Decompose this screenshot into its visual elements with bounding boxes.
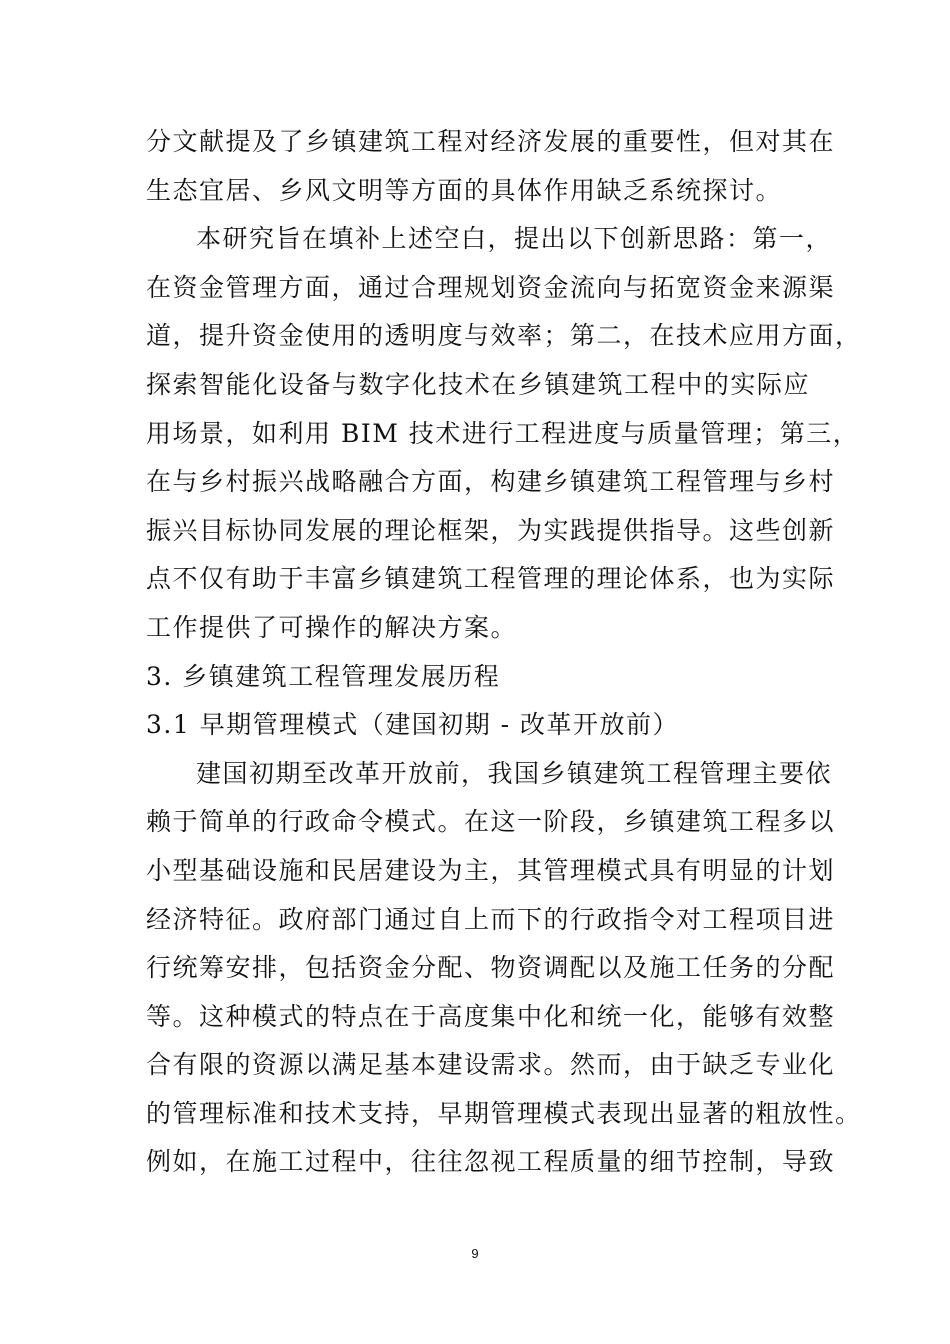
text-line: 工作提供了可操作的解决方案。 [146, 612, 518, 642]
text-line: 道，提升资金使用的透明度与效率；第二，在技术应用方面， [146, 321, 862, 351]
paragraph-literature-gap [146, 118, 836, 215]
section-heading-3: 3. 乡镇建筑工程管理发展历程 [146, 661, 501, 691]
text-line: 本研究旨在填补上述空白，提出以下创新思路：第一， [196, 224, 833, 254]
text-line: 行统筹安排，包括资金分配、物资调配以及施工任务的分配 [146, 953, 836, 983]
page-number: 9 [471, 1246, 479, 1261]
text-line: 点不仅有助于丰富乡镇建筑工程管理的理论体系，也为实际 [146, 564, 836, 594]
text-line: 振兴目标协同发展的理论框架，为实践提供指导。这些创新 [146, 515, 836, 545]
text-line: 小型基础设施和民居建设为主，其管理模式具有明显的计划 [146, 855, 836, 885]
text-line: 建国初期至改革开放前，我国乡镇建筑工程管理主要依 [196, 758, 833, 788]
text-line: 赖于简单的行政命令模式。在这一阶段，乡镇建筑工程多以 [146, 807, 836, 837]
text-line: 用场景，如利用 BIM 技术进行工程进度与质量管理；第三， [146, 418, 860, 448]
text-line: 合有限的资源以满足基本建设需求。然而，由于缺乏专业化 [146, 1050, 836, 1080]
text-line: 在与乡村振兴战略融合方面，构建乡镇建筑工程管理与乡村 [146, 467, 836, 497]
text-line: 在资金管理方面，通过合理规划资金流向与拓宽资金来源渠 [146, 272, 836, 302]
section-heading-3-1: 3.1 早期管理模式（建国初期 - 改革开放前） [146, 710, 680, 740]
text-line: 等。这种模式的特点在于高度集中化和统一化，能够有效整 [146, 1001, 836, 1031]
paragraph-innovation [146, 215, 862, 652]
paragraph-early-management [146, 750, 862, 1187]
text-line: 例如，在施工过程中，往往忽视工程质量的细节控制，导致 [146, 1147, 836, 1177]
text-line: 的管理标准和技术支持，早期管理模式表现出显著的粗放性。 [146, 1098, 862, 1128]
document-body [146, 118, 862, 1187]
text-line: 经济特征。政府部门通过自上而下的行政指令对工程项目进 [146, 904, 836, 934]
text-line: 探索智能化设备与数字化技术在乡镇建筑工程中的实际应 [146, 369, 810, 399]
text-line: 分文献提及了乡镇建筑工程对经济发展的重要性，但对其在 [146, 127, 836, 156]
text-line: 生态宜居、乡风文明等方面的具体作用缺乏系统探讨。 [146, 175, 783, 205]
